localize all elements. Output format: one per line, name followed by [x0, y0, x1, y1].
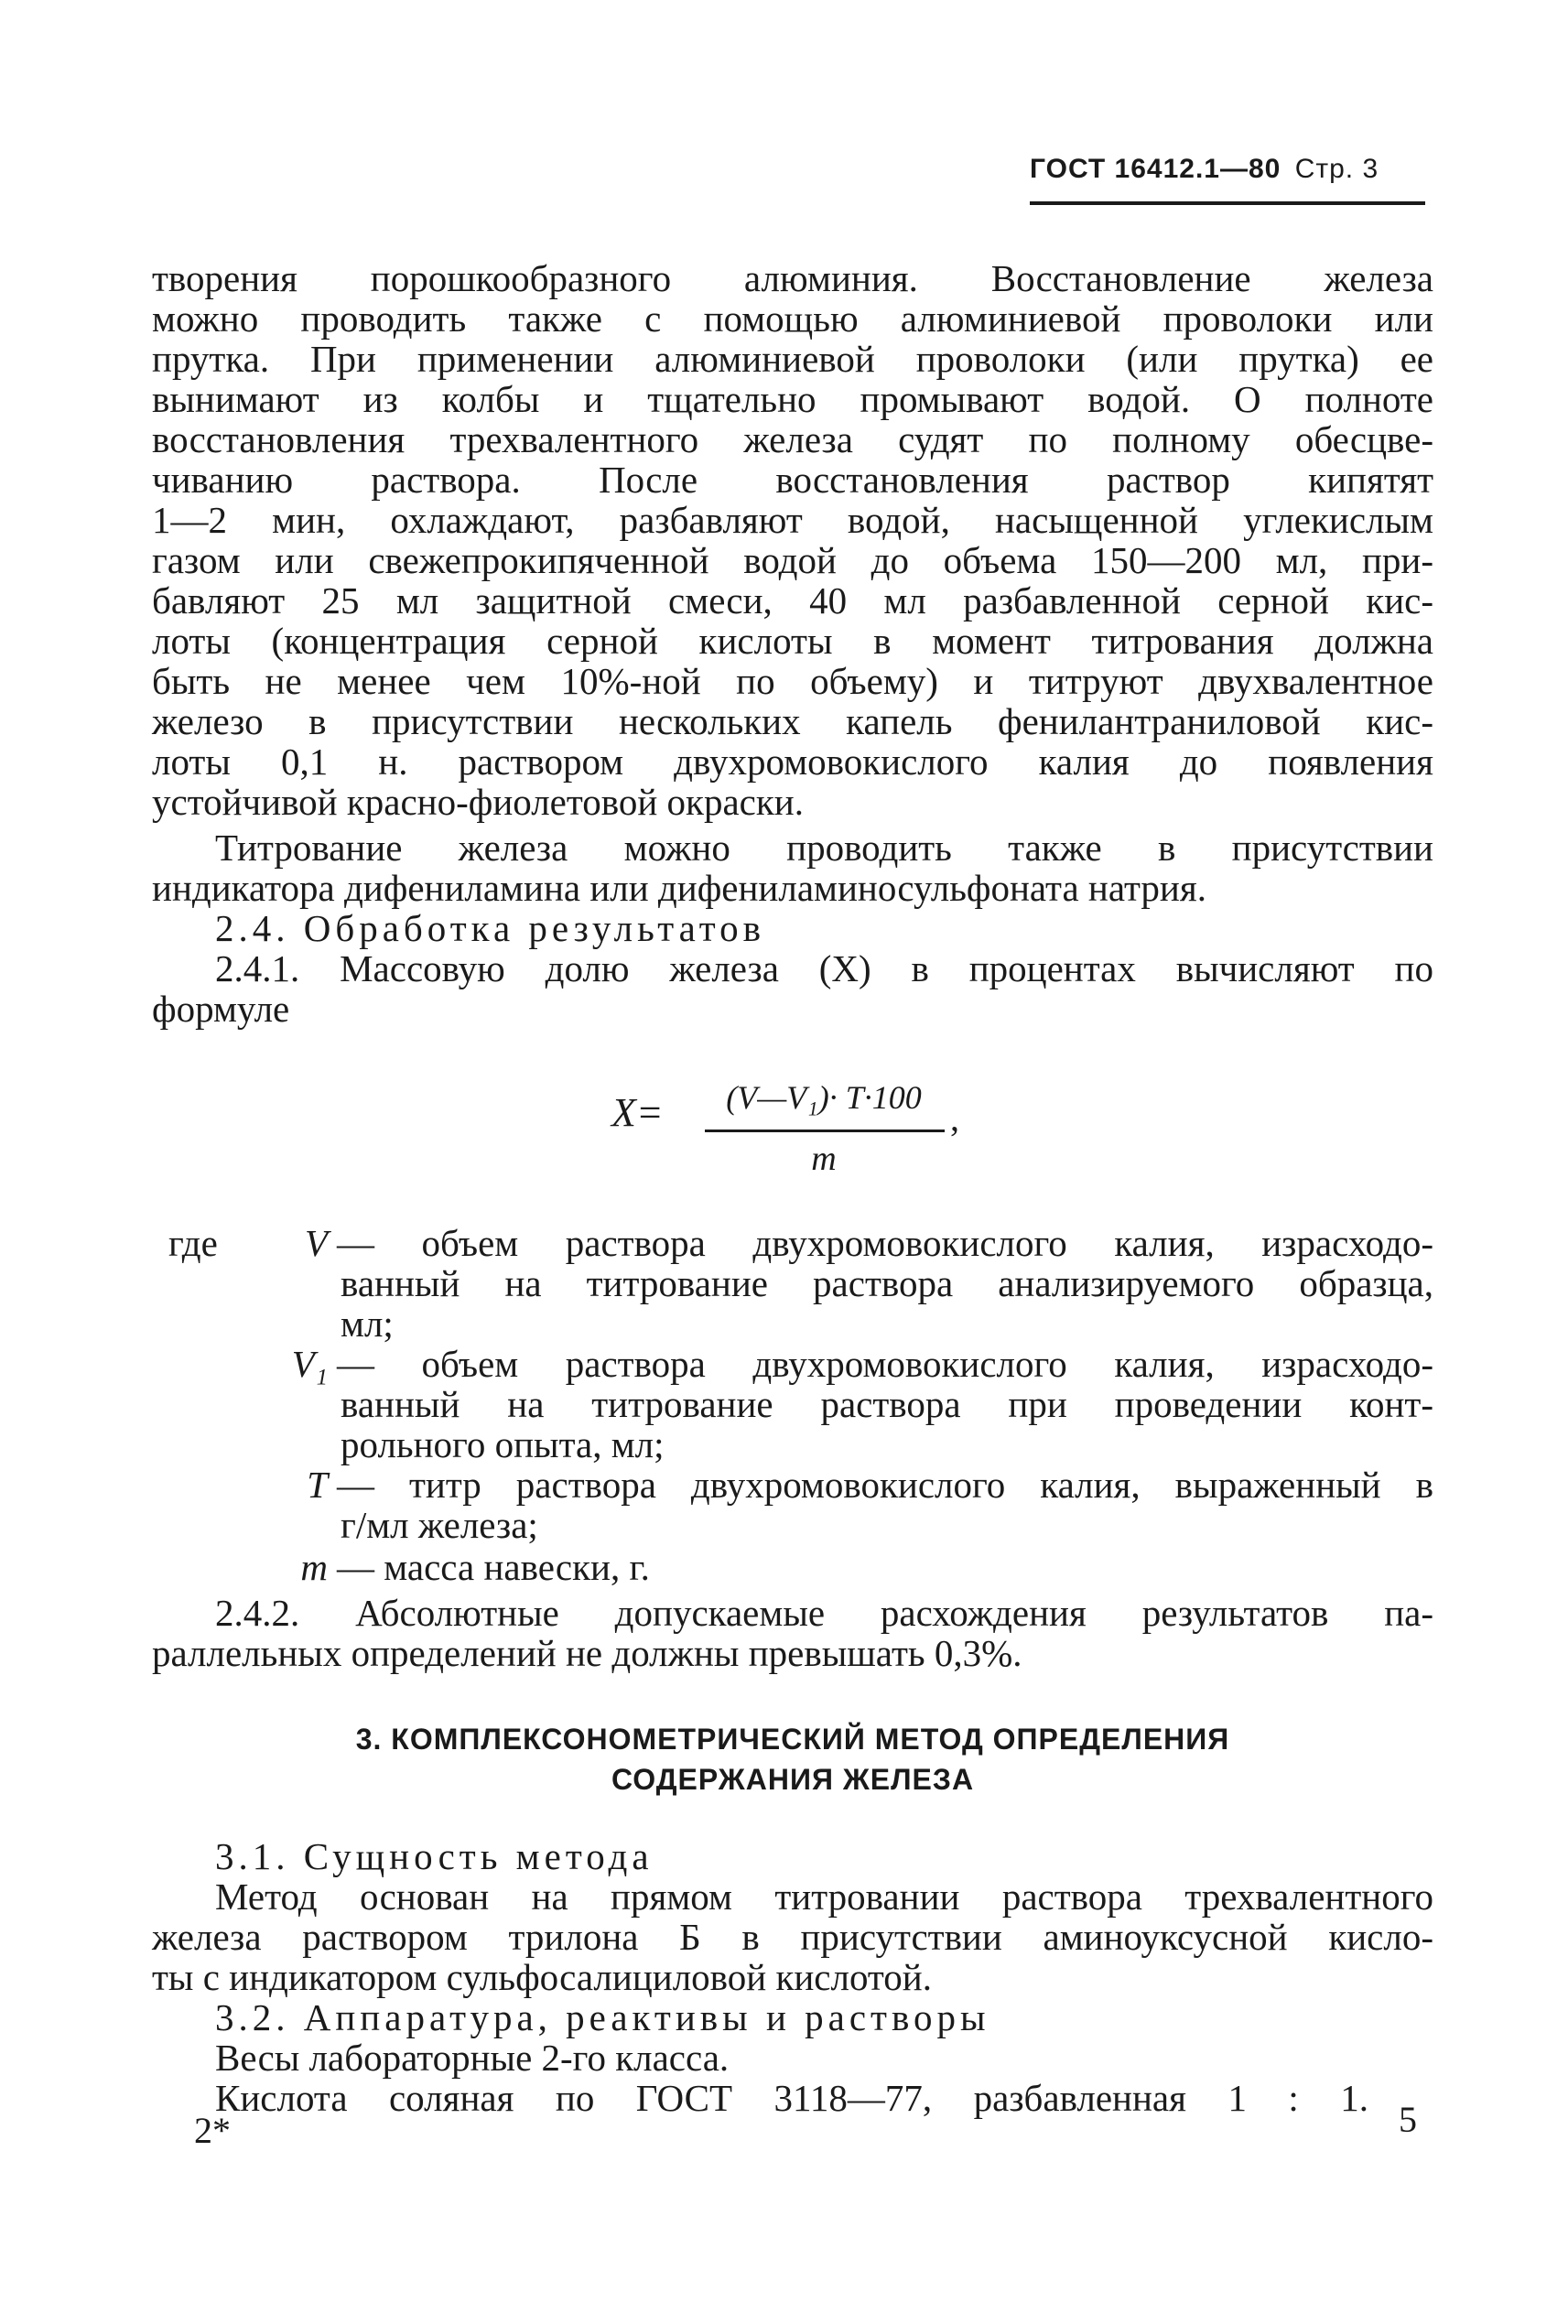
page-number: 5 [1399, 2099, 1417, 2140]
section-3-title: 3. КОМПЛЕКСОНОМЕТРИЧЕСКИЙ МЕТОД ОПРЕДЕЛЕНИЯ [355, 1723, 1230, 1756]
text-line: можно проводить также с помощью алюминиевой проволоки или [152, 297, 1433, 340]
definition-line: рольного опыта, мл; [341, 1423, 665, 1465]
text-line: Титрование железа можно проводить также в присутствии [215, 827, 1433, 869]
page-header [1030, 154, 1379, 185]
standard-number: ГОСТ 16412.1—80 [1030, 154, 1281, 184]
where-word: где [168, 1222, 218, 1264]
text-line: чиванию раствора. После восстановления раствор кипятят [152, 459, 1433, 501]
definition-line: ванный на титрование раствора анализируемого образца, [341, 1262, 1433, 1304]
text-line: лоты 0,1 н. раствором двухромовокислого калия до появления [152, 740, 1433, 783]
definition-line: — объем раствора двухромовокислого калия, израсходо- [337, 1222, 1433, 1264]
text-line: устойчивой красно-фиолетовой окраски. [152, 781, 804, 823]
definition-line: ванный на титрование раствора при проведении конт- [341, 1383, 1433, 1425]
formula-lhs: X= [611, 1090, 664, 1135]
text-line: железо в присутствии нескольких капель фенилантраниловой кис- [152, 700, 1433, 742]
section-3-title: СОДЕРЖАНИЯ ЖЕЛЕЗА [611, 1763, 975, 1796]
section-heading-2-4: 2.4. Обработка результатов [215, 907, 766, 949]
text-line: прутка. При применении алюминиевой проволоки (или прутка) ее [152, 338, 1433, 380]
text-line: Кислота соляная по ГОСТ 3118—77, разбавленная 1 : 1. [215, 2077, 1368, 2119]
text-line: газом или свежепрокипяченной водой до объема 150—200 мл, при- [152, 539, 1433, 581]
formula-numerator: (V—V₁)· T·100 [726, 1079, 922, 1116]
text-line: ты с индикатором сульфосалициловой кислотой. [152, 1956, 932, 1998]
definition-line: — объем раствора двухромовокислого калия, израсходо- [337, 1343, 1433, 1385]
text-line: 2.4.1. Массовую долю железа (X) в процентах вычисляют по [215, 947, 1433, 989]
text-line: формуле [152, 988, 290, 1030]
definition-symbol: m [300, 1546, 328, 1588]
text-line: вынимают из колбы и тщательно промывают водой. О полноте [152, 378, 1433, 420]
formula-denominator: m [811, 1140, 837, 1178]
signature-mark: 2* [194, 2110, 231, 2151]
text-line: 1—2 мин, охлаждают, разбавляют водой, насыщенной углекислым [152, 499, 1433, 541]
fraction-bar [705, 1130, 945, 1132]
text-line: Весы лабораторные 2-го класса. [215, 2037, 730, 2079]
text-line: 2.4.2. Абсолютные допускаемые расхождения результатов па- [215, 1592, 1433, 1634]
definition-line: — масса навески, г. [337, 1546, 650, 1588]
text-line: лоты (концентрация серной кислоты в момент титрования должна [152, 620, 1433, 662]
definition-line: — титр раствора двухромовокислого калия, выраженный в [337, 1464, 1433, 1506]
text-line: восстановления трехвалентного железа судят по полному обесцве- [152, 418, 1433, 460]
definition-symbol: T [307, 1464, 328, 1506]
text-line: железа раствором трилона Б в присутствии аминоуксусной кисло- [152, 1916, 1433, 1958]
text-line: быть не менее чем 10%-ной по объему) и титруют двухвалентное [152, 660, 1433, 702]
section-heading-3-1: 3.1. Сущность метода [215, 1835, 654, 1877]
page-label: Стр. 3 [1294, 154, 1379, 184]
text-line: творения порошкообразного алюминия. Восстановление железа [152, 257, 1433, 299]
text-line: бавляют 25 мл защитной смеси, 40 мл разбавленной серной кис- [152, 579, 1433, 622]
formula-trailing: , [950, 1097, 959, 1139]
definition-line: г/мл железа; [341, 1504, 538, 1546]
definition-symbol: V [304, 1222, 328, 1264]
header-rule [1030, 201, 1425, 205]
text-line: Метод основан на прямом титровании раствора трехвалентного [215, 1875, 1433, 1918]
section-heading-3-2: 3.2. Аппаратура, реактивы и растворы [215, 1996, 990, 2038]
definition-line: мл; [341, 1303, 394, 1345]
text-line: индикатора дифениламина или дифениламиносульфоната натрия. [152, 867, 1206, 909]
definition-symbol: V₁ [291, 1343, 328, 1385]
text-line: раллельных определений не должны превышать 0,3%. [152, 1632, 1022, 1674]
